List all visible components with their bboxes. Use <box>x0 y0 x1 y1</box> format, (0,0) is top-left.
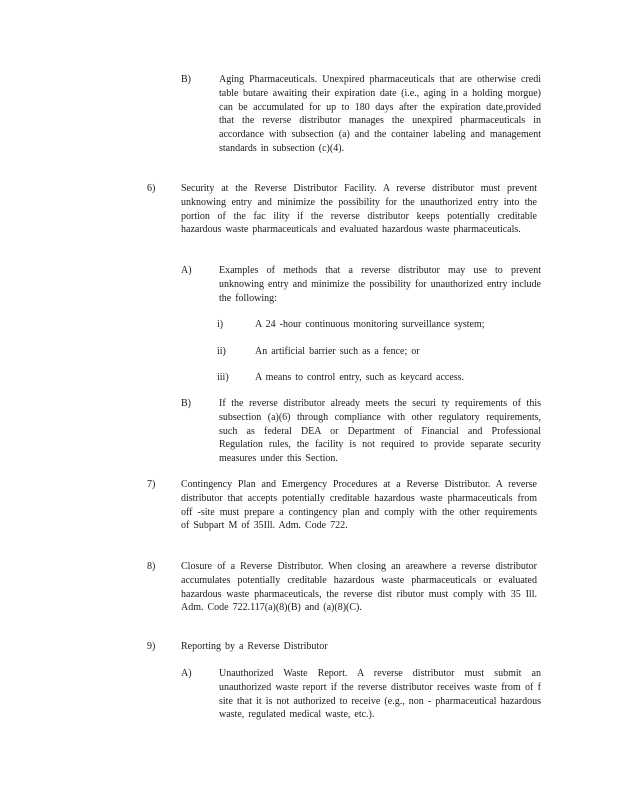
item-marker: i) <box>217 319 224 330</box>
item-text: A means to control entry, such as keycard access. <box>255 372 465 383</box>
item-text: Closure of a Reverse Distributor. When closing an areawhere a reverse distributor accumulates potentially creditable hazardous waste pharmaceuticals or evaluated hazardous waste pharmaceuticals, the reverse dist ributor must comply with 35 Ill. Adm. Code 722.117(a)(8)(B) and (a)(8)(C). <box>181 561 537 614</box>
item-marker: 8) <box>147 561 156 572</box>
item-marker: B) <box>181 74 191 85</box>
item-marker: 7) <box>147 479 156 490</box>
item-text: Security at the Reverse Distributor Facility. A reverse distributor must prevent unknowing entry and minimize the possibility for the unauthorized entry into the portion of the fac ility if the reverse distributor keeps potentially creditable hazardous waste pharmaceuticals and evaluated hazardous waste pharmaceuticals. <box>181 183 537 236</box>
item-text: If the reverse distributor already meets the securi ty requirements of this subsection (a)(6) through compliance with other regulatory requirements, such as federal DEA or Department of Financial and Professional Regulation rules, the facility is not required to provide separate security measures under this Section. <box>219 398 541 465</box>
item-text: Unauthorized Waste Report. A reverse distributor must submit an unauthorized waste report if the reverse distributor receives waste from of f site that it is not authorized to receive (e.g., non - pharmaceutical hazardous waste, regulated medical waste, etc.). <box>219 668 541 721</box>
item-marker: 9) <box>147 641 156 652</box>
item-text: A 24 -hour continuous monitoring surveillance system; <box>255 319 485 330</box>
item-text: Contingency Plan and Emergency Procedures at a Reverse Distributor. A reverse distributor that accepts potentially creditable hazardous waste pharmaceuticals from off -site must prepare a contingency plan and comply with the other requirements of Subpart M of 35Ill. Adm. Code 722. <box>181 479 537 532</box>
item-text: Reporting by a Reverse Distributor <box>181 641 328 652</box>
item-text: Aging Pharmaceuticals. Unexpired pharmaceuticals that are otherwise credi table butare awaiting their expiration date (i.e., aging in a holding morgue) can be accumulated for up to 180 days after the expiration date,provided that the reverse distributor manages the unexpired pharmaceuticals in accordance with subsection (a) and the container labeling and management standards in subsection (c)(4). <box>219 74 541 154</box>
item-text: An artificial barrier such as a fence; or <box>255 346 420 357</box>
item-marker: A) <box>181 668 192 679</box>
item-marker: ii) <box>217 346 226 357</box>
item-text: Examples of methods that a reverse distributor may use to prevent unknowing entry and minimize the possibility for unauthorized entry include the following: <box>219 265 541 304</box>
item-marker: A) <box>181 265 192 276</box>
item-marker: B) <box>181 398 191 409</box>
item-marker: iii) <box>217 372 229 383</box>
item-marker: 6) <box>147 183 156 194</box>
